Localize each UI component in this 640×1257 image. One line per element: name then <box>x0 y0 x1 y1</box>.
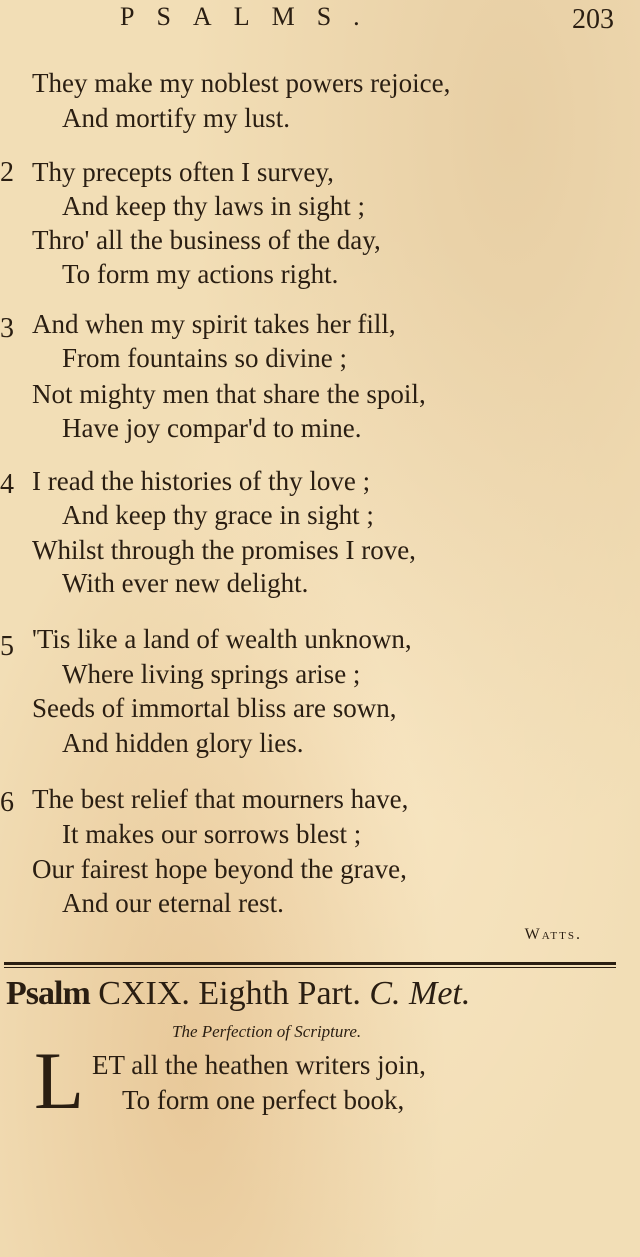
stanza-number: 4 <box>0 469 14 500</box>
verse-line: They make my noblest powers rejoice, <box>32 68 451 98</box>
psalm-subtitle: The Perfection of Scripture. <box>172 1022 362 1041</box>
verse-line: Seeds of immortal bliss are sown, <box>32 693 397 723</box>
page-number: 203 <box>572 4 614 35</box>
verse-line: And mortify my lust. <box>62 103 290 133</box>
verse-line: Whilst through the promises I rove, <box>32 535 416 565</box>
stanza-number: 6 <box>0 787 14 818</box>
psalm-heading <box>6 975 470 1013</box>
verse-line: It makes our sorrows blest ; <box>62 819 362 849</box>
stanza-number: 2 <box>0 157 14 188</box>
verse-line: From fountains so divine ; <box>62 343 347 373</box>
verse-line: 'Tis like a land of wealth unknown, <box>32 624 412 654</box>
psalm-heading-title: CXIX. Eighth Part. <box>98 975 361 1012</box>
verse-line: Thro' all the business of the day, <box>32 225 381 255</box>
verse-line: To form one perfect book, <box>122 1085 405 1115</box>
verse-line: With ever new delight. <box>62 568 309 598</box>
verse-line: And keep thy grace in sight ; <box>62 500 374 530</box>
psalm-heading-prefix: Psalm <box>6 975 90 1012</box>
stanza-number: 3 <box>0 313 14 344</box>
verse-line: Not mighty men that share the spoil, <box>32 379 426 409</box>
verse-line: I read the histories of thy love ; <box>32 466 371 496</box>
verse-line: And when my spirit takes her fill, <box>32 309 396 339</box>
verse-line: Where living springs arise ; <box>62 659 361 689</box>
psalm-metre: C. Met. <box>369 975 471 1012</box>
section-rule-thin <box>4 967 616 968</box>
verse-line: Have joy compar'd to mine. <box>62 413 362 443</box>
verse-line: Our fairest hope beyond the grave, <box>32 854 407 884</box>
running-title: PSALMS. <box>120 2 382 31</box>
verse-line: To form my actions right. <box>62 259 339 289</box>
drop-cap: L <box>34 1035 85 1126</box>
author-attribution: Watts. <box>524 926 582 943</box>
stanza-number: 5 <box>0 631 14 662</box>
verse-line: And hidden glory lies. <box>62 728 304 758</box>
verse-line: ET all the heathen writers join, <box>92 1050 426 1080</box>
verse-line: And our eternal rest. <box>62 888 284 918</box>
verse-line: The best relief that mourners have, <box>32 784 409 814</box>
verse-line: Thy precepts often I survey, <box>32 157 334 187</box>
section-rule <box>4 962 616 965</box>
verse-line: And keep thy laws in sight ; <box>62 191 365 221</box>
